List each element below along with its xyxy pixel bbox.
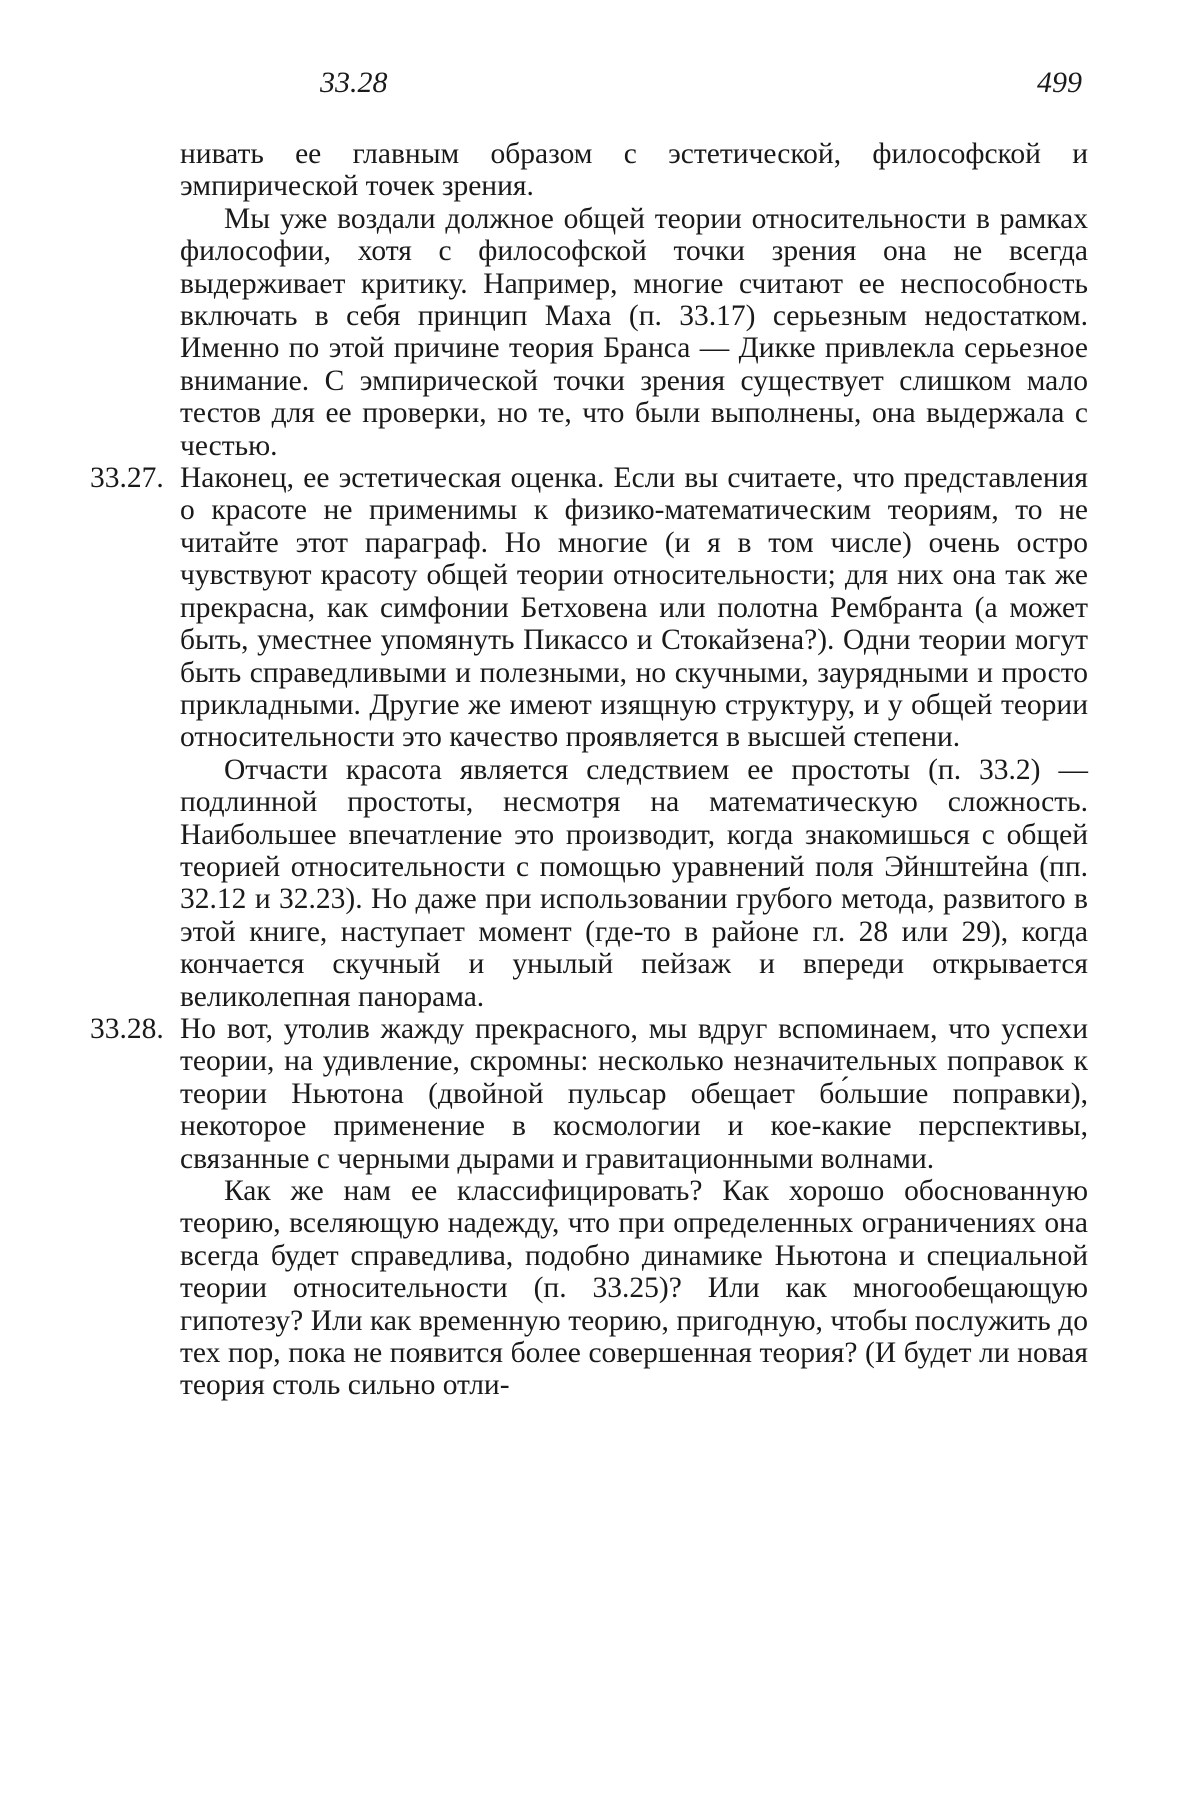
item-number: 33.28. (90, 1012, 164, 1045)
paragraph-successes: Но вот, утолив жажду прекрасного, мы вдруг вспоминаем, что успехи теории, на удивление, скромны: несколько незначительных поправок к теории Ньютона (двойной пульсар обещает бо́льшие поправки), некоторое применение в космологии и кое-какие перспективы, связанные с черными дырами и гравитационными волнами. (180, 1012, 1088, 1175)
paragraph-aesthetics: Наконец, ее эстетическая оценка. Если вы считаете, что представления о красоте не применимы к физико-математическим теориям, то не читайте этот параграф. Но многие (и я в том числе) очень остро чувствуют красоту общей теории относительности; для них она так же прекрасна, как симфонии Бетховена или полотна Рембранта (а может быть, уместнее упомянуть Пикассо и Стокайзена?). Одни теории могут быть справедливыми и полезными, но скучными, заурядными и просто прикладными. Другие же имеют изящную структуру, и у общей теории относительности это качество проявляется в высшей степени. (180, 462, 1088, 754)
page-body (90, 138, 1088, 1402)
paragraph-beauty: Отчасти красота является следствием ее простоты (п. 33.2) — подлинной простоты, несмотря на математическую сложность. Наибольшее впечатление это производит, когда знакомишься с общей теорией относительности с помощью уравнений поля Эйнштейна (пп. 32.12 и 32.23). Но даже при использовании грубого метода, развитого в этой книге, наступает момент (где-то в районе гл. 28 или 29), когда кончается скучный и унылый пейзаж и впереди открывается великолепная панорама. (180, 753, 1088, 1013)
item-number: 33.27. (90, 462, 164, 495)
running-header (320, 66, 1082, 106)
section-header: 33.28 (320, 66, 388, 99)
paragraph-philosophy: Мы уже воздали должное общей теории относительности в рамках философии, хотя с философской точки зрения она не всегда выдерживает критику. Например, многие считают ее неспособность включать в себя принцип Маха (п. 33.17) серьезным недостатком. Именно по этой причине теория Бранса — Дикке привлекла серьезное внимание. С эмпирической точки зрения существует слишком мало тестов для ее проверки, но те, что были выполнены, она выдержала с честью. (180, 202, 1088, 462)
numbered-item-33-28 (90, 1013, 1088, 1175)
paragraph-continuation: нивать ее главным образом с эстетической, философской и эмпирической точек зрения. (180, 138, 1088, 203)
paragraph-classification: Как же нам ее классифицировать? Как хорошо обоснованную теорию, вселяющую надежду, что при определенных ограничениях она всегда будет справедлива, подобно динамике Ньютона и специальной теории относительности (п. 33.25)? Или как многообещающую гипотезу? Или как временную теорию, пригодную, чтобы послужить до тех пор, пока не появится более совершенная теория? (И будет ли новая теория столь сильно отли- (180, 1175, 1088, 1402)
page-number: 499 (1037, 66, 1082, 99)
numbered-item-33-27 (90, 462, 1088, 754)
